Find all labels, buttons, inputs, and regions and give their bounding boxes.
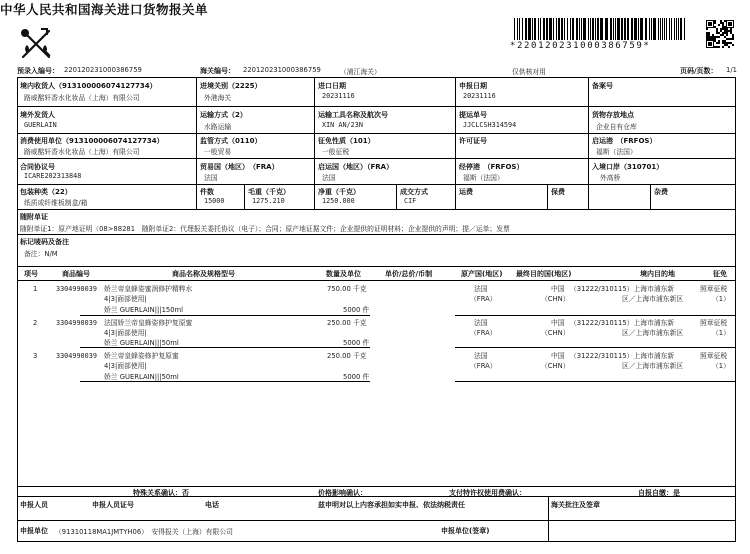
goods-2-code: 3304990039	[56, 319, 97, 327]
marks-value: 备注：N/M	[24, 250, 58, 258]
declare-date-label: 申报日期	[459, 82, 487, 90]
entry-port-code-label: 入境口岸（310701）	[592, 163, 664, 171]
goods-2-qty: 250.00 千克	[327, 319, 367, 327]
goods-1-origin-code: （FRA）	[470, 295, 497, 303]
page-number: 1/1	[726, 66, 737, 74]
goods-2-tax-code: （1）	[712, 329, 730, 337]
goods-3-no: 3	[33, 352, 38, 360]
bl-label: 提运单号	[459, 111, 487, 119]
deal-label: 成交方式	[400, 188, 428, 196]
goods-3-origin-code: （FRA）	[470, 362, 497, 370]
transport-label: 运输方式（2）	[200, 111, 247, 119]
pre-entry-label: 预录入编号：	[17, 67, 59, 75]
goods-2-domestic2: 区／上海市浦东新区	[622, 329, 684, 337]
goods-2-origin-code: （FRA）	[470, 329, 497, 337]
tax-nature-label: 征免性质（101）	[318, 137, 375, 145]
goods-3-qty2: 5000 件	[343, 373, 370, 381]
review-note: 仅供核对用	[512, 68, 546, 76]
customs-no: 220120231000386759	[243, 66, 321, 74]
page-label: 页码/页数：	[680, 67, 718, 75]
shipper-value: GUERLAIN	[24, 121, 57, 129]
customs-emblem-icon	[17, 25, 55, 63]
agent-sign-label: 申报单位(签章)	[441, 527, 490, 535]
transport-value: 水路运输	[204, 123, 232, 131]
goods-1-code: 3304990039	[56, 285, 97, 293]
customs-no-label: 海关编号：	[200, 67, 235, 75]
goods-header-price: 单价/总价/币制	[385, 270, 433, 278]
user-label: 消费使用单位（913100006074127734）	[20, 137, 164, 145]
agent-value: （91310118MA1JMTYH06） 安得报关（上海）有限公司	[55, 528, 233, 536]
bl-value: JJCLCSH314594	[463, 121, 517, 129]
entry-port-value: 外港海关	[204, 94, 232, 102]
goods-3-name: 娇兰帝皇蜂姿修护复原蜜	[104, 352, 179, 360]
import-date-label: 进口日期	[318, 82, 346, 90]
special-relation-label: 特殊关系确认：否	[133, 489, 189, 497]
consignee-label: 境内收货人（913100006074127734）	[20, 82, 157, 90]
transit-port-label: 经停港 （FRFOS）	[459, 163, 524, 171]
goods-1-name: 娇兰帝皇蜂姿蜜润修护精粹水	[104, 285, 193, 293]
goods-2-origin: 法国	[474, 319, 488, 327]
attached-docs-value: 随附单证1：原产地证明（08>88281 随附单证2：代理报关委托协议（电子）；合同；原产地证据文件；企业提供的证明材料；企业提供的声明；提／运单；发票	[20, 225, 510, 233]
customs-name: （浦江海关）	[340, 68, 381, 76]
barcode-text: *220120231000386759*	[510, 41, 651, 51]
vessel-value: XIN AN/23N	[322, 121, 363, 129]
goods-3-dest-code: （CHN）	[541, 362, 570, 370]
declarant-cert-label: 申报人员证号	[92, 501, 134, 509]
goods-header-code: 商品编号	[62, 270, 90, 278]
storage-value: 企业自有仓库	[596, 123, 637, 131]
goods-1-tax: 照章征税	[700, 285, 728, 293]
goods-header-dest: 最终目的国(地区)	[516, 270, 572, 278]
net-weight-label: 净重（千克）	[318, 188, 360, 196]
goods-3-qty: 250.00 千克	[327, 352, 367, 360]
storage-label: 货物存放地点	[592, 111, 634, 119]
trade-country-value: 法国	[204, 174, 218, 182]
contract-value: ICARE202313848	[24, 172, 82, 180]
net-weight-value: 1250.000	[322, 197, 355, 205]
form-title: 中华人民共和国海关进口货物报关单	[0, 2, 209, 17]
royalty-label: 支付特许权使用费确认：	[449, 489, 526, 497]
goods-3-tax: 照章征税	[700, 352, 728, 360]
pieces-label: 件数	[200, 188, 214, 196]
goods-3-spec: 4|3|面部使用|	[104, 362, 147, 370]
goods-header-domestic: 境内目的地	[640, 270, 675, 278]
origin-country-value: 法国	[322, 174, 336, 182]
import-date-value: 20231116	[322, 92, 355, 100]
goods-2-spec: 4|3|面部使用|	[104, 329, 147, 337]
goods-1-domestic2: 区／上海市浦东新区	[622, 295, 684, 303]
shipper-label: 境外发货人	[20, 111, 55, 119]
goods-header-origin: 原产国(地区)	[461, 270, 503, 278]
deal-value: CIF	[404, 197, 417, 205]
goods-2-name: 法国娇兰帝皇蜂姿修护复原蜜	[104, 319, 193, 327]
goods-1-spec: 4|3|面部使用|	[104, 295, 147, 303]
marks-label: 标记唛码及备注	[20, 238, 69, 246]
qr-code-icon	[706, 20, 734, 48]
goods-header-tax: 征免	[713, 270, 727, 278]
transit-port-value: 福斯（法国）	[463, 174, 504, 182]
phone-label: 电话	[205, 501, 219, 509]
contract-label: 合同协议号	[20, 163, 55, 171]
freight-label: 运费	[459, 188, 473, 196]
goods-3-domestic2: 区／上海市浦东新区	[622, 362, 684, 370]
package-label: 包装种类（22）	[20, 188, 72, 196]
goods-3-brand: 娇兰 GUERLAIN|||50ml	[104, 373, 179, 381]
goods-2-brand: 娇兰 GUERLAIN|||50ml	[104, 339, 179, 347]
goods-2-domestic: （31222/310115）上海市浦东新	[570, 319, 675, 327]
vessel-label: 运输工具名称及航次号	[318, 111, 388, 119]
goods-header-no: 项号	[24, 270, 38, 278]
entry-port-code-value: 外高桥	[600, 174, 621, 182]
goods-header-name: 商品名称及规格型号	[172, 270, 235, 278]
goods-1-dest-code: （CHN）	[541, 295, 570, 303]
license-label: 许可证号	[459, 137, 487, 145]
tax-nature-value: 一般征税	[322, 148, 350, 156]
trade-country-label: 贸易国（地区） （FRA）	[200, 163, 279, 171]
goods-1-qty2: 5000 件	[343, 306, 370, 314]
attached-docs-label: 随附单证	[20, 213, 48, 221]
declaration-statement: 兹申明对以上内容承担如实申报、依法纳税责任	[318, 501, 465, 509]
goods-header-qty: 数量及单位	[326, 270, 361, 278]
goods-1-brand: 娇兰 GUERLAIN|||150ml	[104, 306, 184, 314]
gross-weight-value: 1275.210	[252, 197, 285, 205]
goods-3-dest: 中国	[551, 352, 565, 360]
depart-port-value: 福斯（法国）	[596, 148, 637, 156]
goods-2-tax: 照章征税	[700, 319, 728, 327]
declare-date-value: 20231116	[463, 92, 496, 100]
origin-country-label: 启运国（地区）（FRA）	[318, 163, 394, 171]
goods-1-domestic: （31222/310115）上海市浦东新	[570, 285, 675, 293]
goods-3-domestic: （31222/310115）上海市浦东新	[570, 352, 675, 360]
goods-2-dest-code: （CHN）	[541, 329, 570, 337]
goods-1-origin: 法国	[474, 285, 488, 293]
goods-3-tax-code: （1）	[712, 362, 730, 370]
insurance-label: 保费	[551, 188, 565, 196]
declarant-label: 申报人员	[20, 501, 48, 509]
gross-weight-label: 毛重（千克）	[248, 188, 290, 196]
pieces-value: 15000	[204, 197, 225, 205]
goods-1-qty: 750.00 千克	[327, 285, 367, 293]
goods-1-tax-code: （1）	[712, 295, 730, 303]
goods-3-code: 3304990039	[56, 352, 97, 360]
price-impact-label: 价格影响确认：	[318, 489, 367, 497]
pre-entry-no: 220120231000386759	[64, 66, 142, 74]
goods-3-origin: 法国	[474, 352, 488, 360]
self-declare-label: 自报自缴：是	[638, 489, 680, 497]
agent-label: 申报单位	[20, 527, 48, 535]
supervision-label: 监管方式（0110）	[200, 137, 262, 145]
goods-2-no: 2	[33, 319, 38, 327]
goods-2-qty2: 5000 件	[343, 339, 370, 347]
depart-port-label: 启运港 （FRFOS）	[592, 137, 657, 145]
goods-1-no: 1	[33, 285, 38, 293]
barcode-image	[514, 18, 686, 40]
goods-2-dest: 中国	[551, 319, 565, 327]
user-value: 路威酩轩香水化妆品（上海）有限公司	[24, 148, 140, 156]
misc-fee-label: 杂费	[654, 188, 668, 196]
entry-port-label: 进境关别（2225）	[200, 82, 262, 90]
goods-1-dest: 中国	[551, 285, 565, 293]
consignee-value: 路威酩轩香水化妆品（上海）有限公司	[24, 94, 140, 102]
record-no-label: 备案号	[592, 82, 613, 90]
supervision-value: 一般贸易	[204, 148, 232, 156]
customs-note-label: 海关批注及签章	[551, 501, 600, 509]
package-value: 纸质或纤维板制盒/箱	[24, 199, 88, 207]
